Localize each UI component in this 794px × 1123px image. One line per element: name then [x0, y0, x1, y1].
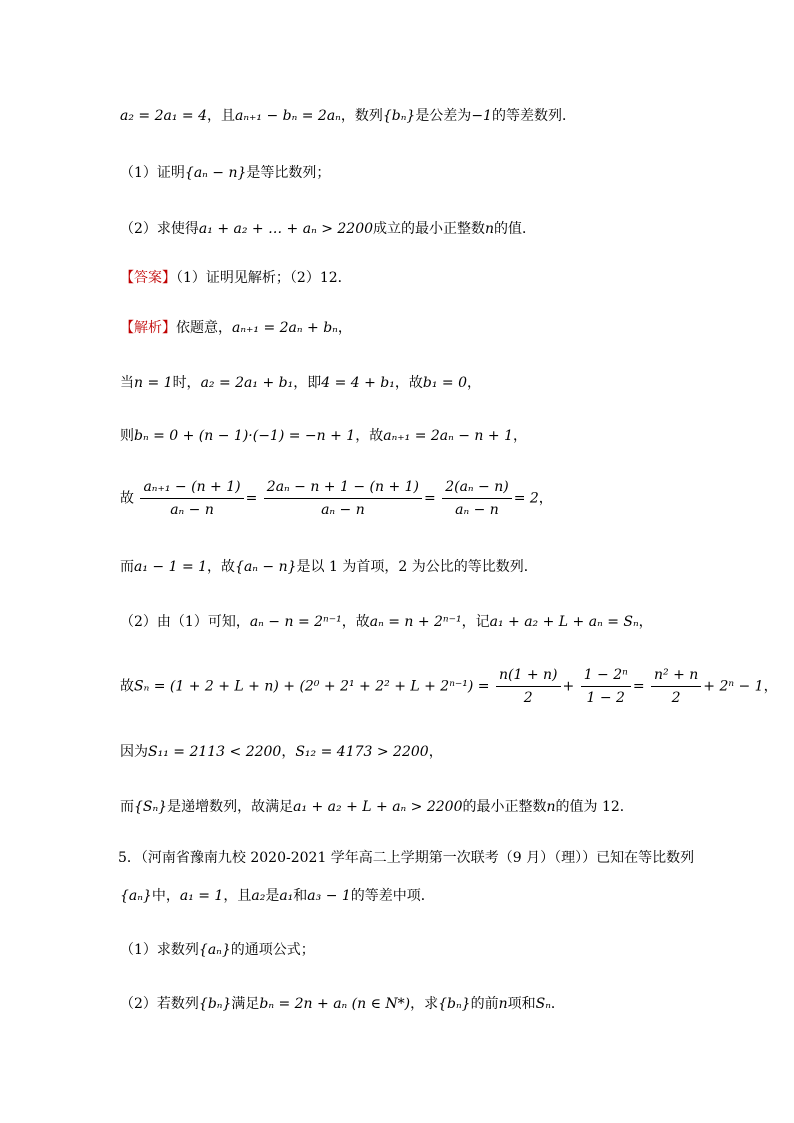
math-expression: aₙ₊₁ − bₙ = 2aₙ — [235, 108, 341, 124]
text-span: ，故 — [394, 375, 423, 391]
math-expression: a₁ — [279, 888, 294, 904]
solution-conclusion — [120, 797, 634, 817]
fraction-numerator: n(1 + n) — [496, 666, 561, 687]
text-span: 的等差数列． — [491, 108, 576, 124]
math-expression: Sₙ = (1 + 2 + L + n) + (2⁰ + 2¹ + 2² + L + 2ⁿ⁻¹) = — [134, 678, 490, 695]
text-span: 依题意， — [176, 320, 232, 336]
fraction — [496, 666, 561, 707]
math-expression: −1 — [471, 108, 492, 124]
text-span: （2）由（1）可知， — [120, 614, 250, 630]
text-span: 满足 — [231, 996, 260, 1012]
solution-step — [120, 373, 481, 393]
text-span: ， — [763, 678, 778, 695]
math-expression: a₁ − 1 = 1 — [134, 559, 208, 575]
math-expression: a₃ − 1 — [307, 888, 351, 904]
text-span: （2）若数列 — [120, 996, 199, 1012]
math-expression: aₙ₊₁ = 2aₙ + bₙ — [232, 320, 338, 336]
fraction-denominator: 2 — [671, 690, 681, 706]
fraction — [581, 666, 631, 707]
fraction-numerator: n² + n — [651, 666, 701, 687]
math-expression: + 2ⁿ − 1 — [703, 678, 764, 695]
text-span: 而 — [120, 799, 134, 815]
math-expression: a₁ + a₂ + L + aₙ > 2200 — [293, 799, 463, 815]
text-span: 当 — [120, 375, 134, 391]
solution-step — [120, 612, 653, 632]
text-span: ，数列 — [340, 108, 383, 124]
text-span: （1）求数列 — [120, 942, 199, 958]
text-span: 因为 — [120, 744, 148, 760]
text-span: 和 — [293, 888, 308, 904]
text-span: ，故 — [207, 559, 236, 575]
math-expression: {aₙ} — [198, 942, 231, 958]
math-expression: n — [498, 996, 508, 1012]
question-part-2 — [120, 219, 536, 239]
solution-step — [120, 742, 443, 762]
text-span: ， — [638, 614, 653, 630]
text-span: （2）求使得 — [120, 221, 199, 237]
text-span: 中， — [151, 888, 180, 904]
text-span: 是 — [265, 888, 280, 904]
math-expression: S₁₁ = 2113 < 2200 — [148, 744, 282, 760]
text-span: 的等差中项． — [350, 888, 435, 904]
analysis-line — [120, 318, 352, 338]
text-span: 5．（河南省豫南九校 2020-2021 学年高二上学期第一次联考（9 月）（理））已知在等比数列 — [118, 850, 695, 866]
solution-step-sum: 故Sₙ = (1 + 2 + L + n) + (2⁰ + 2¹ + 2² + L + 2ⁿ⁻¹) = $\frac{n(1 + n)}{2}$ + $\frac{\text{1 − 2ⁿ}}{1 - 2}$ = $\frac{\text{n² + n}}{2}$ + 2ⁿ − 1， — [120, 667, 778, 706]
fraction-numerator: 1 − 2ⁿ — [581, 666, 631, 687]
text-span: 是公差为 — [415, 108, 472, 124]
answer-tag: 【答案】 — [120, 270, 176, 286]
text-span: 时， — [172, 375, 201, 391]
text-span: ． — [550, 996, 565, 1012]
problem-5-part-2 — [120, 994, 565, 1014]
math-expression: 4 = 4 + b₁ — [321, 375, 395, 391]
text-span: 则 — [120, 428, 134, 444]
text-span: 的值． — [494, 221, 537, 237]
fraction — [140, 478, 243, 519]
answer-line — [120, 268, 352, 288]
math-expression: S₁₂ = 4173 > 2200 — [295, 744, 429, 760]
math-expression: {bₙ} — [382, 108, 416, 124]
text-span: 的通项公式； — [230, 942, 315, 958]
math-expression: a₂ = 2a₁ = 4 — [120, 108, 207, 124]
math-expression: Sₙ — [535, 996, 551, 1012]
math-expression: {aₙ − n} — [235, 559, 297, 575]
text-span: ，且 — [207, 108, 235, 124]
text-span: ，即 — [293, 375, 322, 391]
text-span: ， — [281, 744, 296, 760]
math-expression: {aₙ − n} — [184, 165, 247, 181]
fraction-denominator: aₙ − n — [321, 502, 365, 518]
math-expression: n — [546, 799, 556, 815]
text-span: ， — [467, 375, 482, 391]
text-span: 的前 — [470, 996, 499, 1012]
math-expression: a₁ = 1 — [179, 888, 224, 904]
text-span: （1）证明见解析；（2）12． — [176, 270, 352, 286]
text-span: 是递增数列，故满足 — [167, 799, 294, 815]
solution-step-fraction: 故 $\frac{\text{aₙ₊₁ − (n + 1)}}{\text{aₙ − n}}$ = $\frac{\text{2aₙ − n + 1 − (n + 1)}}{\text{aₙ − n}}$ = $\frac{\text{2(aₙ − n)}}{\text{aₙ − n}}$ = 2， — [120, 479, 553, 518]
text-span: 故 — [120, 490, 134, 507]
fraction — [651, 666, 701, 707]
math-expression: {bₙ} — [198, 996, 232, 1012]
text-span: ， — [513, 428, 527, 444]
math-expression: bₙ = 0 + (n − 1)·(−1) = −n + 1 — [134, 428, 356, 444]
fraction — [264, 478, 422, 519]
problem-5-part-1 — [120, 940, 315, 960]
text-span: 的最小正整数 — [462, 799, 547, 815]
text-span: 成立的最小正整数 — [373, 221, 486, 237]
question-part-1 — [120, 163, 330, 183]
text-span: （1）证明 — [120, 165, 185, 181]
math-expression: = 2 — [513, 490, 539, 507]
math-expression: {Sₙ} — [134, 799, 168, 815]
solution-step — [120, 426, 527, 446]
math-expression: aₙ₊₁ = 2aₙ − n + 1 — [383, 428, 513, 444]
text-span: 而 — [120, 559, 134, 575]
text-span: 故 — [120, 678, 134, 695]
math-expression: bₙ = 2n + aₙ (n ∈ N*) — [259, 996, 411, 1012]
fraction-numerator: 2aₙ − n + 1 − (n + 1) — [264, 478, 422, 499]
fraction-numerator: 2(aₙ − n) — [442, 478, 512, 499]
math-expression: {bₙ} — [438, 996, 471, 1012]
text-span: 项和 — [507, 996, 536, 1012]
math-expression: b₁ = 0 — [422, 375, 468, 391]
text-span: 是以 1 为首项，2 为公比的等比数列． — [296, 559, 538, 575]
math-expression: n — [485, 221, 495, 237]
math-expression: a₁ + a₂ + … + aₙ > 2200 — [198, 221, 374, 237]
math-expression: aₙ − n = 2ⁿ⁻¹ — [249, 614, 342, 630]
text-span: ，求 — [410, 996, 439, 1012]
text-span: ，且 — [223, 888, 252, 904]
text-span: ，故 — [341, 614, 370, 630]
fraction-denominator: aₙ − n — [170, 502, 214, 518]
text-span: ， — [337, 320, 352, 336]
analysis-tag: 【解析】 — [120, 320, 176, 336]
math-expression: a₁ + a₂ + L + aₙ = Sₙ — [489, 614, 639, 630]
text-span: ，记 — [461, 614, 490, 630]
fraction-denominator: aₙ − n — [455, 502, 499, 518]
solution-step — [120, 557, 538, 577]
text-span: ， — [538, 490, 553, 507]
problem-5-condition — [120, 886, 435, 906]
math-expression: a₂ — [251, 888, 266, 904]
fraction — [442, 478, 512, 519]
math-expression: {aₙ} — [120, 888, 152, 904]
fraction-numerator: aₙ₊₁ − (n + 1) — [140, 478, 243, 499]
math-expression: n = 1 — [134, 375, 173, 391]
problem-condition-line — [120, 106, 576, 126]
problem-5-header — [118, 848, 694, 868]
math-expression: a₂ = 2a₁ + b₁ — [200, 375, 294, 391]
fraction-denominator: 1 − 2 — [586, 690, 625, 706]
text-span: 是等比数列； — [246, 165, 331, 181]
text-span: 的值为 12． — [555, 799, 634, 815]
text-span: ， — [428, 744, 443, 760]
text-span: ，故 — [355, 428, 384, 444]
fraction-denominator: 2 — [523, 690, 533, 706]
math-expression: aₙ = n + 2ⁿ⁻¹ — [369, 614, 462, 630]
